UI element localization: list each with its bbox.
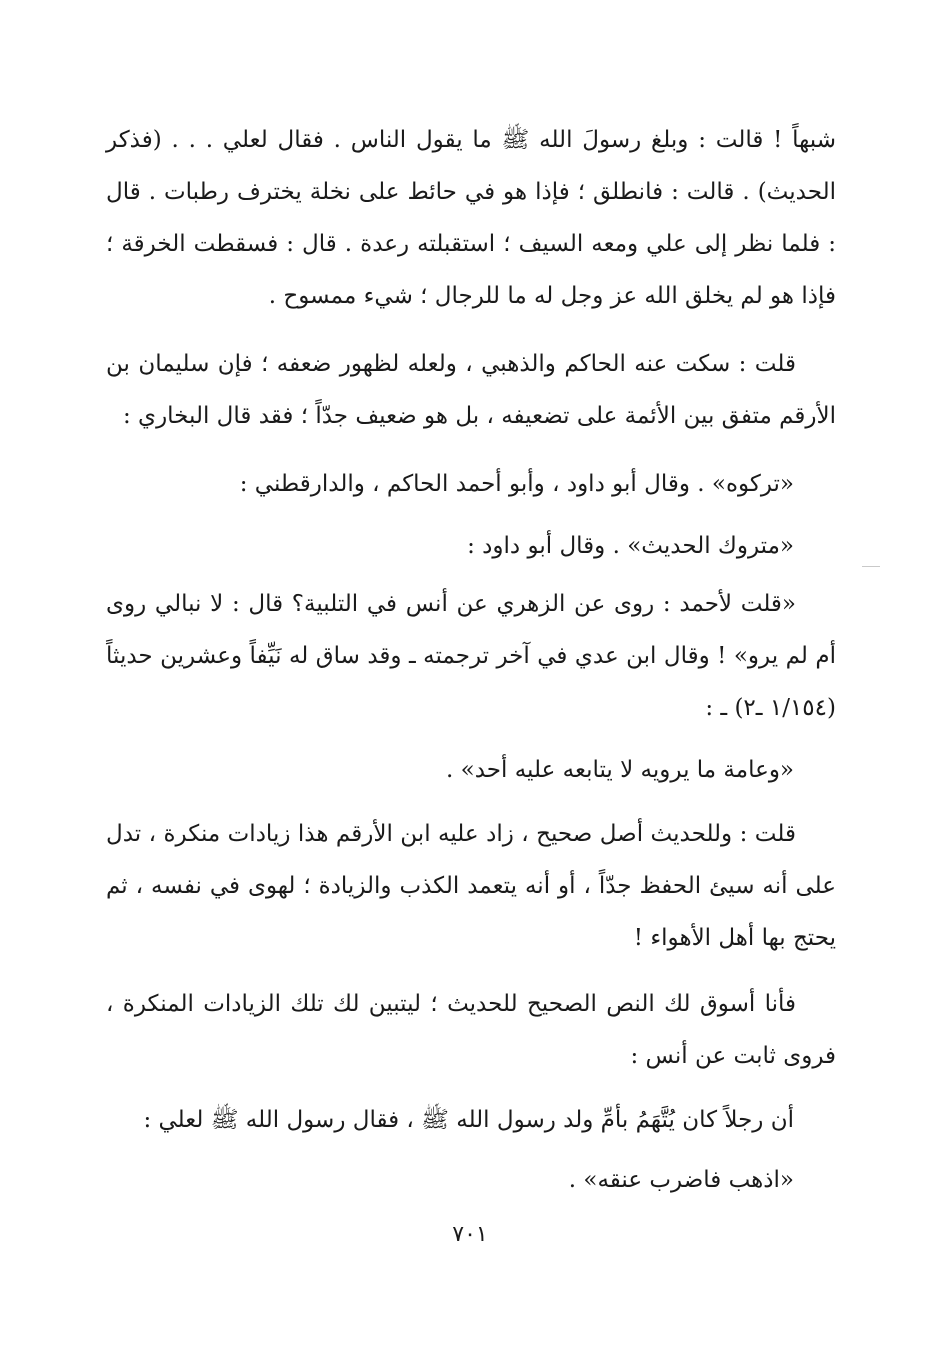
paragraph-authentic-text-intro: فأنا أسوق لك النص الصحيح للحديث ؛ ليتبين لك تلك الزيادات المنكرة ، فروى ثابت عن أنس : bbox=[106, 991, 836, 1069]
paragraph-authentic-origin: قلت : وللحديث أصل صحيح ، زاد عليه ابن الأرقم هذا زيادات منكرة ، تدل على أنه سيئ الحفظ جدّاً ، أو أنه يتعمد الكذب والزيادة ؛ لهوى في نفسه ، ثم يحتج بها أهل الأهواء ! bbox=[106, 821, 836, 951]
margin-mark bbox=[862, 566, 880, 567]
paragraph-hadith-command: «اذهب فاضرب عنقه» . bbox=[568, 1167, 794, 1193]
paragraph-commentary: قلت : سكت عنه الحاكم والذهبي ، ولعله لظهور ضعفه ؛ فإن سليمان بن الأرقم متفق بين الأئمة على تضعيفه ، بل هو ضعيف جدّاً ؛ فقد قال البخاري : bbox=[106, 351, 836, 429]
paragraph-ahmad-quote: «قلت لأحمد : روى عن الزهري عن أنس في التلبية؟ قال : لا نبالي روى أم لم يرو» ! وقال ابن عدي في آخر ترجمته ـ وقد ساق له نَيِّفاً وعشرين حديثاً (١/١٥٤ ـ٢) ـ : bbox=[106, 591, 836, 721]
page-number: ٧٠١ bbox=[452, 1222, 488, 1247]
paragraph-ibn-adi-quote: «وعامة ما يرويه لا يتابعه عليه أحد» . bbox=[446, 757, 794, 783]
paragraph-quote-matruk: «متروك الحديث» . وقال أبو داود : bbox=[467, 533, 794, 559]
paragraph-quote-tarakuhu: «تركوه» . وقال أبو داود ، وأبو أحمد الحاكم ، والدارقطني : bbox=[239, 471, 794, 497]
paragraph-hadith-text: أن رجلاً كان يُتَّهَمُ بأمِّ ولد رسول الله ﷺ ، فقال رسول الله ﷺ لعلي : bbox=[143, 1107, 794, 1133]
paragraph-continuation: شبهاً ! قالت : وبلغ رسولَ الله ﷺ ما يقول الناس . فقال لعلي . . . (فذكر الحديث) . قالت : فانطلق ؛ فإذا هو في حائط على نخلة يخترف رطبات . قال : فلما نظر إلى علي ومعه السيف ؛ استقبلته رعدة . قال : فسقطت الخرقة ؛ فإذا هو لم يخلق الله عز وجل له ما للرجال ؛ شيء ممسوح . bbox=[106, 127, 836, 309]
